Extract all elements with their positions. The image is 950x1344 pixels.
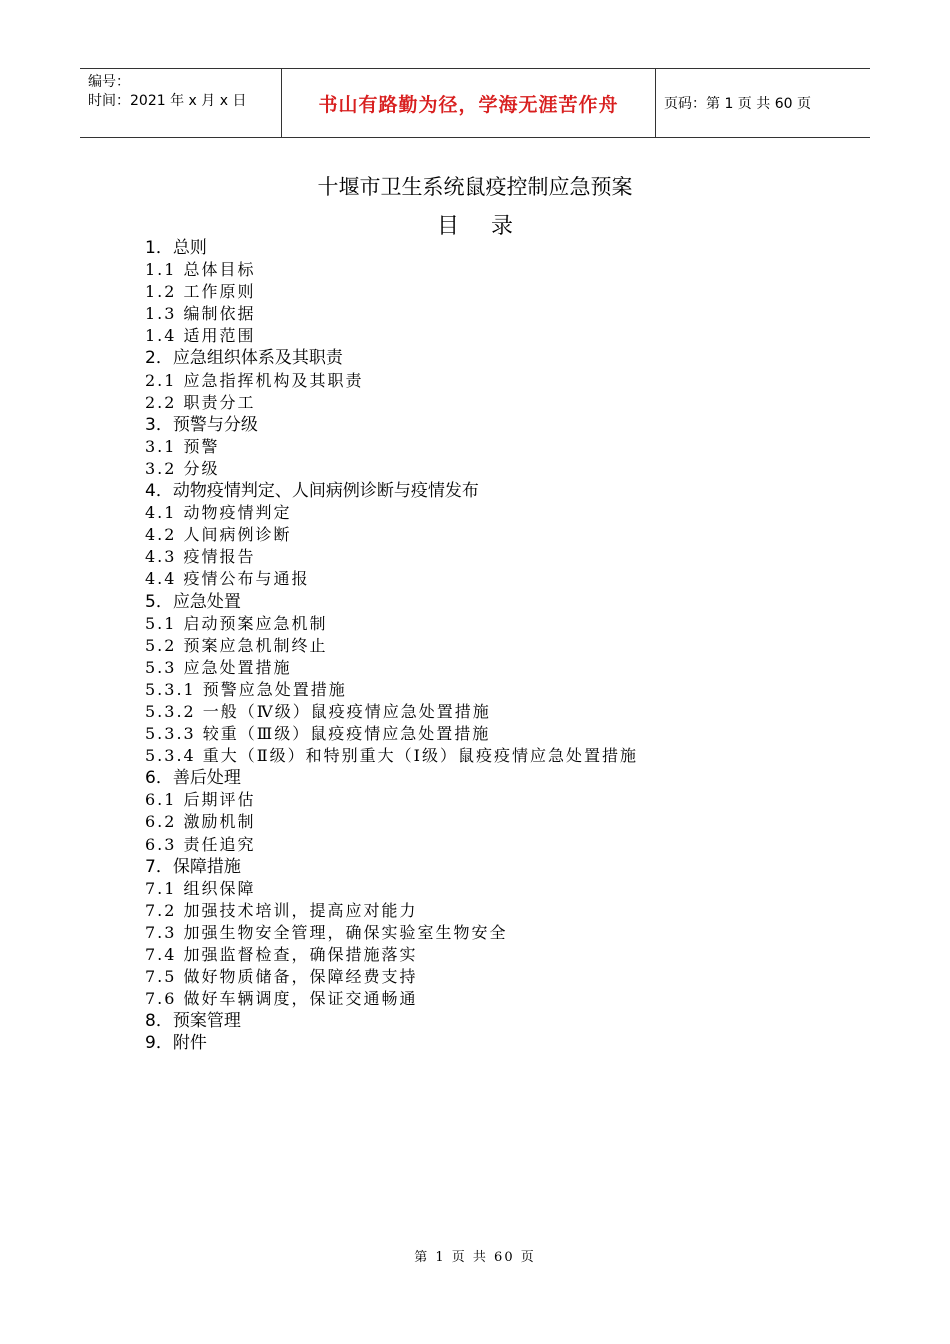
- toc-section-heading[interactable]: 3．预警与分级: [145, 414, 258, 435]
- toc-subsection-item[interactable]: 1.4 适用范围: [145, 326, 256, 346]
- header-motto: 书山有路勤为径，学海无涯苦作舟: [318, 93, 619, 116]
- toc-subsection-item[interactable]: 5.2 预案应急机制终止: [145, 635, 328, 655]
- toc-subsection-item[interactable]: 6.2 激励机制: [145, 812, 256, 832]
- toc-subsection-item[interactable]: 1.1 总体目标: [145, 260, 256, 280]
- toc-section-heading[interactable]: 8．预案管理: [145, 1011, 241, 1032]
- toc-subsection-item[interactable]: 1.3 编制依据: [145, 304, 256, 324]
- toc-section-heading[interactable]: 4．动物疫情判定、人间病例诊断与疫情发布: [145, 481, 479, 502]
- toc-subsection-item[interactable]: 2.1 应急指挥机构及其职责: [145, 370, 364, 390]
- header-motto-cell: [282, 69, 656, 137]
- document-title: 十堰市卫生系统鼠疫控制应急预案: [317, 175, 633, 199]
- toc-subsection-item[interactable]: 4.2 人间病例诊断: [145, 525, 292, 545]
- header-meta: [80, 69, 282, 137]
- toc-subsection-item[interactable]: 5.3.3 较重（Ⅲ级）鼠疫疫情应急处置措施: [145, 724, 491, 744]
- toc-title: 目录: [436, 214, 545, 239]
- toc-subsection-item[interactable]: 5.3.2 一般（Ⅳ级）鼠疫疫情应急处置措施: [145, 701, 491, 721]
- toc-subsection-item[interactable]: 7.3 加强生物安全管理，确保实验室生物安全: [145, 922, 508, 942]
- toc-subsection-item[interactable]: 2.2 职责分工: [145, 392, 256, 412]
- toc-subsection-item[interactable]: 5.3.1 预警应急处置措施: [145, 679, 347, 699]
- page-footer: 第 1 页 共 60 页: [414, 1250, 536, 1265]
- toc-section-heading[interactable]: 6．善后处理: [145, 768, 241, 789]
- toc-subsection-item[interactable]: 7.1 组织保障: [145, 878, 256, 898]
- toc-subsection-item[interactable]: 5.3 应急处置措施: [145, 657, 292, 677]
- toc-subsection-item[interactable]: 3.1 预警: [145, 436, 220, 456]
- toc-subsection-item[interactable]: 7.5 做好物质储备，保障经费支持: [145, 967, 418, 987]
- toc-section-heading[interactable]: 7．保障措施: [145, 856, 241, 877]
- toc-subsection-item[interactable]: 6.3 责任追究: [145, 834, 256, 854]
- toc-subsection-item[interactable]: 4.3 疫情报告: [145, 547, 256, 567]
- document-number-label: 编号：: [88, 74, 130, 90]
- toc-subsection-item[interactable]: 7.2 加强技术培训，提高应对能力: [145, 900, 418, 920]
- document-date: 时间：2021 年 x 月 x 日: [88, 93, 247, 109]
- toc-subsection-item[interactable]: 5.3.4 重大（Ⅱ级）和特别重大（Ⅰ级）鼠疫疫情应急处置措施: [145, 746, 638, 766]
- toc-subsection-item[interactable]: 1.2 工作原则: [145, 282, 256, 302]
- toc-subsection-item[interactable]: 6.1 后期评估: [145, 790, 256, 810]
- table-of-contents: [145, 237, 905, 1054]
- header-page-info: 页码：第 1 页 共 60 页: [664, 96, 811, 112]
- toc-section-heading[interactable]: 5．应急处置: [145, 591, 241, 612]
- toc-subsection-item[interactable]: 7.4 加强监督检查，确保措施落实: [145, 945, 418, 964]
- toc-subsection-item[interactable]: 3.2 分级: [145, 458, 220, 478]
- toc-section-heading[interactable]: 9．附件: [145, 1033, 207, 1054]
- toc-subsection-item[interactable]: 5.1 启动预案应急机制: [145, 613, 328, 633]
- toc-subsection-item[interactable]: 7.6 做好车辆调度，保证交通畅通: [145, 989, 418, 1009]
- toc-subsection-item[interactable]: 4.1 动物疫情判定: [145, 503, 292, 523]
- toc-subsection-item[interactable]: 4.4 疫情公布与通报: [145, 569, 310, 589]
- toc-section-heading[interactable]: 1．总则: [145, 238, 207, 258]
- page-header: [80, 68, 870, 138]
- toc-section-heading[interactable]: 2．应急组织体系及其职责: [145, 348, 343, 369]
